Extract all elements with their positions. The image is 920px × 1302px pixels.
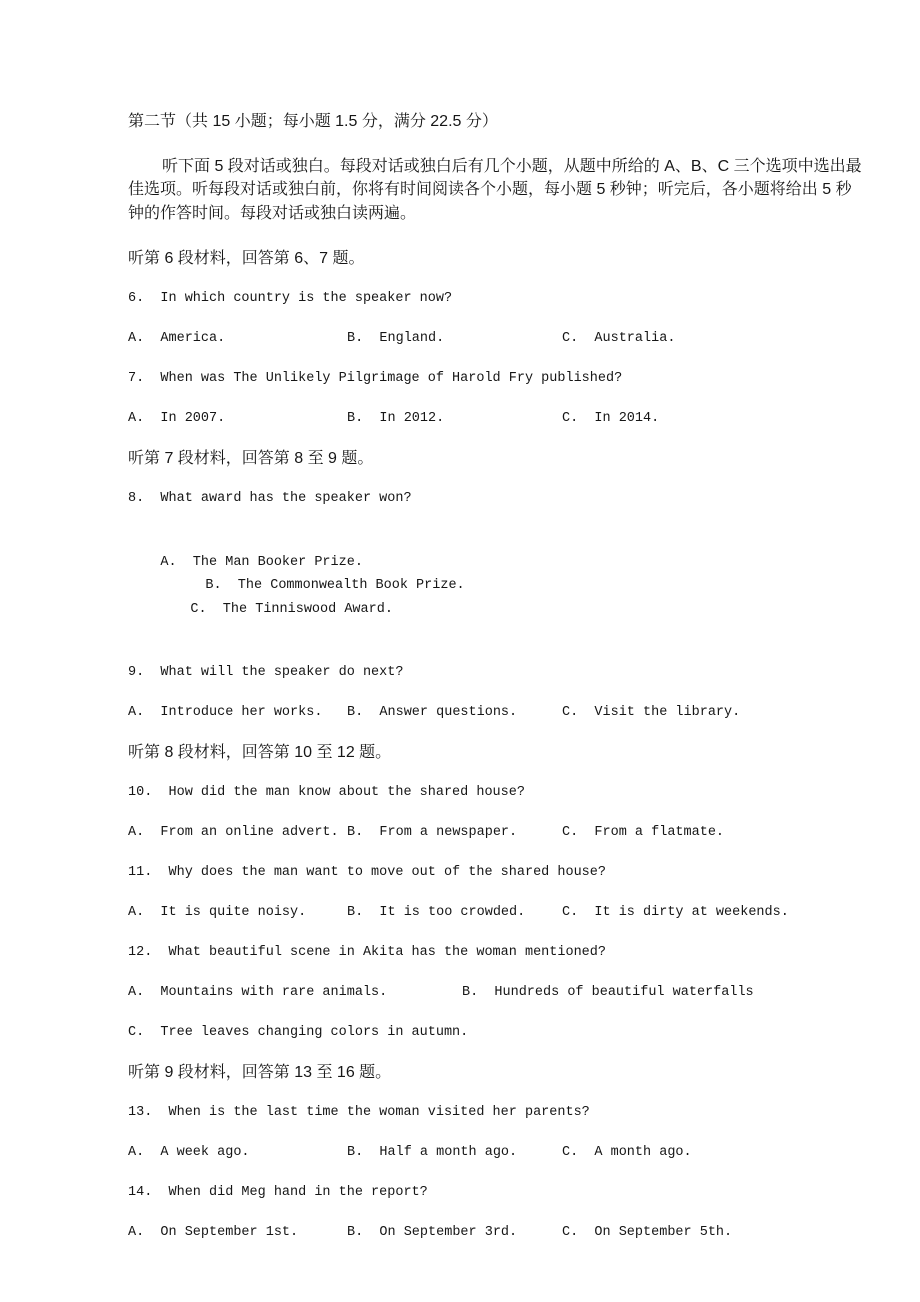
question-6-option-a: A. America. [128, 331, 226, 346]
question-8-option-b: B. The Commonwealth Book Prize. [205, 578, 465, 593]
question-9-options [128, 701, 865, 725]
question-11-text: 11. Why does the man want to move out of the shared house? [128, 865, 606, 880]
question-14-option-b: B. On September 3rd. [347, 1225, 518, 1240]
question-10-option-a: A. From an online advert. [128, 825, 339, 840]
question-8-option-c: C. The Tinniswood Award. [190, 601, 393, 617]
question-8-options [128, 527, 828, 645]
question-6-option-b: B. England. [347, 331, 445, 346]
material-6-heading: 听第 6 段材料，回答第 6、7 题。 [128, 250, 365, 267]
question-7-option-a: A. In 2007. [128, 411, 226, 426]
question-14-option-a: A. On September 1st. [128, 1225, 299, 1240]
question-11-option-c: C. It is dirty at weekends. [562, 905, 789, 920]
question-6-option-c: C. Australia. [562, 331, 676, 346]
question-11-options [128, 901, 865, 925]
question-7-option-c: C. In 2014. [562, 411, 660, 426]
instructions-paragraph: 听下面 5 段对话或独白。每段对话或独白后有几个小题，从题中所给的 A、B、C 三个选项中选出最佳选项。听每段对话或独白前，你将有时间阅读各个小题，每小题 5 秒钟；听完后，各小题将给出 5 秒钟的作答时间。每段对话或独白读两遍。 [128, 157, 862, 222]
question-12-option-a: A. Mountains with rare animals. [128, 985, 388, 1000]
question-14-text: 14. When did Meg hand in the report? [128, 1185, 428, 1200]
question-12-option-b: B. Hundreds of beautiful waterfalls [462, 985, 754, 1000]
material-7-heading: 听第 7 段材料，回答第 8 至 9 题。 [128, 450, 374, 467]
question-12-option-c: C. Tree leaves changing colors in autumn. [128, 1025, 469, 1040]
question-7-option-b: B. In 2012. [347, 411, 445, 426]
question-10-text: 10. How did the man know about the shared house? [128, 785, 525, 800]
question-12-options-row-1 [128, 981, 865, 1005]
question-12-text: 12. What beautiful scene in Akita has the woman mentioned? [128, 945, 606, 960]
question-7-text: 7. When was The Unlikely Pilgrimage of Harold Fry published? [128, 371, 623, 386]
question-13-option-c: C. A month ago. [562, 1145, 692, 1160]
question-13-text: 13. When is the last time the woman visited her parents? [128, 1105, 590, 1120]
material-8-heading: 听第 8 段材料，回答第 10 至 12 题。 [128, 744, 392, 761]
question-6-text: 6. In which country is the speaker now? [128, 291, 453, 306]
question-9-option-b: B. Answer questions. [347, 705, 518, 720]
question-14-option-c: C. On September 5th. [562, 1225, 733, 1240]
question-10-option-b: B. From a newspaper. [347, 825, 518, 840]
question-13-option-a: A. A week ago. [128, 1145, 250, 1160]
question-7-options [128, 407, 865, 431]
question-10-option-c: C. From a flatmate. [562, 825, 725, 840]
question-8-option-a: A. The Man Booker Prize. [160, 554, 363, 570]
question-11-option-b: B. It is too crowded. [347, 905, 526, 920]
question-9-option-c: C. Visit the library. [562, 705, 741, 720]
material-9-heading: 听第 9 段材料，回答第 13 至 16 题。 [128, 1064, 392, 1081]
question-14-options [128, 1221, 865, 1245]
question-9-text: 9. What will the speaker do next? [128, 665, 404, 680]
question-13-options [128, 1141, 865, 1165]
question-8-text: 8. What award has the speaker won? [128, 491, 412, 506]
question-9-option-a: A. Introduce her works. [128, 705, 323, 720]
section-header: 第二节（共 15 小题；每小题 1.5 分，满分 22.5 分） [128, 113, 498, 130]
question-10-options [128, 821, 865, 845]
question-13-option-b: B. Half a month ago. [347, 1145, 518, 1160]
question-11-option-a: A. It is quite noisy. [128, 905, 307, 920]
question-6-options [128, 327, 865, 351]
